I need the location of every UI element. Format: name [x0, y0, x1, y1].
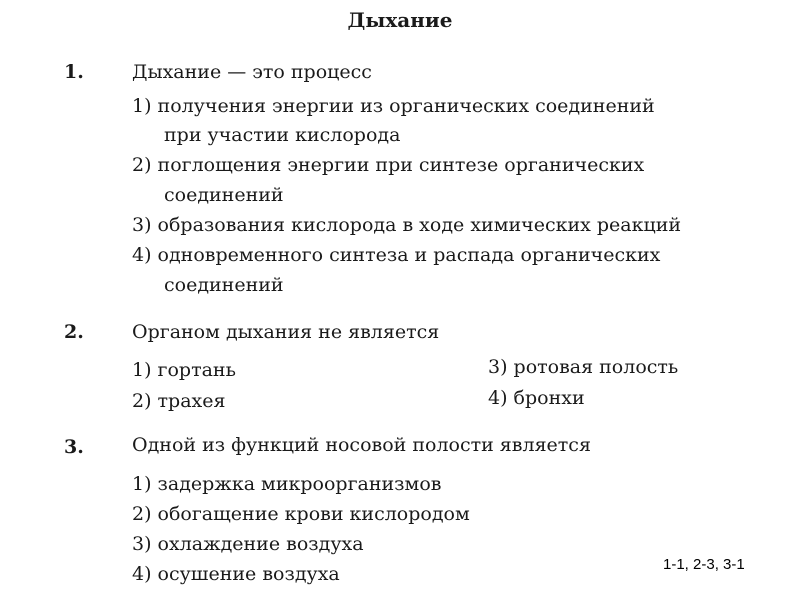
option-line: 3) ротовая полость: [488, 356, 679, 378]
answer-key: 1-1, 2-3, 3-1: [663, 556, 745, 573]
option-line: 1) гортань: [132, 359, 236, 381]
question-text: Дыхание — это процесс: [132, 61, 372, 83]
option-line-continued: при участии кислорода: [164, 124, 401, 146]
question-number: 2.: [64, 321, 84, 343]
question-number: 3.: [64, 436, 84, 458]
question-text: Органом дыхания не является: [132, 321, 440, 343]
page-title: Дыхание: [347, 8, 453, 32]
option-line: 1) получения энергии из органических соединений: [132, 95, 655, 117]
option-line: 4) одновременного синтеза и распада органических: [132, 244, 661, 266]
option-line: 2) обогащение крови кислородом: [132, 503, 470, 525]
option-line: 4) бронхи: [488, 387, 585, 409]
option-line: 2) трахея: [132, 390, 226, 412]
option-line-continued: соединений: [164, 184, 284, 206]
option-line: 1) задержка микроорганизмов: [132, 473, 442, 495]
option-line: 2) поглощения энергии при синтезе органических: [132, 154, 645, 176]
question-text: Одной из функций носовой полости является: [132, 434, 591, 456]
option-line: 3) охлаждение воздуха: [132, 533, 364, 555]
question-number: 1.: [64, 61, 84, 83]
option-line: 3) образования кислорода в ходе химических реакций: [132, 214, 682, 236]
option-line-continued: соединений: [164, 274, 284, 296]
option-line: 4) осушение воздуха: [132, 563, 340, 585]
